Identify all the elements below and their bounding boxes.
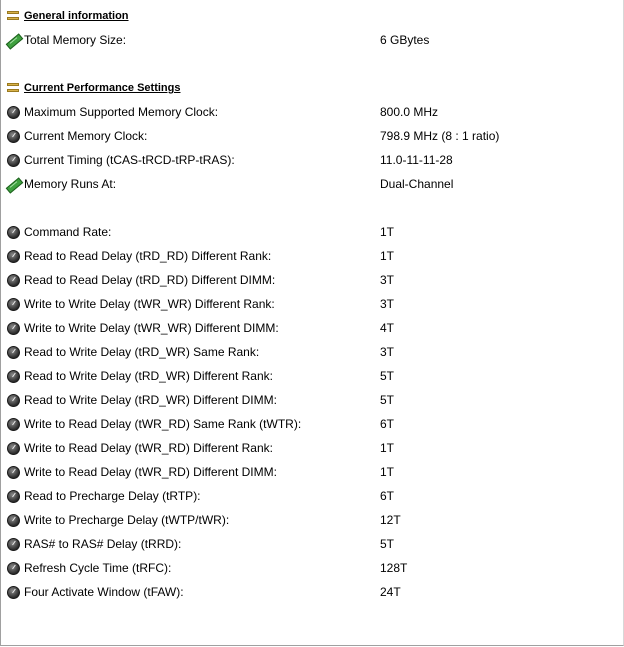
row-value: 6 GBytes	[380, 33, 430, 47]
row-value: 1T	[380, 249, 395, 263]
info-row[interactable]	[6, 268, 616, 292]
row-label: Write to Read Delay (tWR_RD) Same Rank (tWTR):	[24, 417, 302, 431]
info-row[interactable]	[6, 220, 616, 244]
row-label: Total Memory Size:	[24, 33, 127, 47]
section-title: General information	[24, 10, 129, 22]
row-value: 3T	[380, 297, 395, 311]
row-label: Write to Read Delay (tWR_RD) Different DIMM:	[24, 465, 277, 479]
info-row[interactable]	[6, 412, 616, 436]
gauge-icon	[6, 585, 20, 599]
row-label: Refresh Cycle Time (tRFC):	[24, 561, 172, 575]
row-label: Write to Write Delay (tWR_WR) Different DIMM:	[24, 321, 279, 335]
info-row[interactable]	[6, 460, 616, 484]
info-row[interactable]	[6, 244, 616, 268]
gauge-icon	[6, 393, 20, 407]
row-label: Write to Read Delay (tWR_RD) Different Rank:	[24, 441, 273, 455]
row-value: 1T	[380, 225, 395, 239]
row-label: Current Timing (tCAS-tRCD-tRP-tRAS):	[24, 153, 235, 167]
gauge-icon	[6, 345, 20, 359]
info-row[interactable]	[6, 508, 616, 532]
info-row[interactable]	[6, 364, 616, 388]
gauge-icon	[6, 441, 20, 455]
memory-module-icon	[6, 33, 20, 47]
info-row[interactable]	[6, 28, 616, 52]
row-label: Write to Write Delay (tWR_WR) Different Rank:	[24, 297, 275, 311]
row-value: 128T	[380, 561, 408, 575]
gauge-icon	[6, 321, 20, 335]
info-row[interactable]	[6, 316, 616, 340]
gauge-icon	[6, 561, 20, 575]
gauge-icon	[6, 417, 20, 431]
info-row[interactable]	[6, 148, 616, 172]
row-value: 5T	[380, 537, 395, 551]
memory-module-icon	[6, 177, 20, 191]
row-value: 6T	[380, 417, 395, 431]
row-label: Current Memory Clock:	[24, 129, 148, 143]
row-value: 5T	[380, 369, 395, 383]
gauge-icon	[6, 153, 20, 167]
info-row[interactable]	[6, 340, 616, 364]
row-value: 24T	[380, 585, 401, 599]
row-label: Write to Precharge Delay (tWTP/tWR):	[24, 513, 230, 527]
info-row[interactable]	[6, 292, 616, 316]
row-label: Read to Write Delay (tRD_WR) Same Rank:	[24, 345, 260, 359]
row-value: Dual-Channel	[380, 177, 454, 191]
row-value: 4T	[380, 321, 395, 335]
gauge-icon	[6, 489, 20, 503]
row-label: Four Activate Window (tFAW):	[24, 585, 184, 599]
row-value: 798.9 MHz (8 : 1 ratio)	[380, 129, 500, 143]
info-row[interactable]	[6, 484, 616, 508]
row-value: 11.0-11-11-28	[380, 153, 453, 167]
gauge-icon	[6, 537, 20, 551]
gauge-icon	[6, 513, 20, 527]
section-header-performance[interactable]	[6, 76, 616, 100]
section-list-icon	[6, 81, 20, 95]
row-label: Maximum Supported Memory Clock:	[24, 105, 219, 119]
row-value: 5T	[380, 393, 395, 407]
gauge-icon	[6, 465, 20, 479]
row-value: 1T	[380, 441, 395, 455]
info-row[interactable]	[6, 580, 616, 604]
info-row[interactable]	[6, 532, 616, 556]
info-row[interactable]	[6, 124, 616, 148]
info-row[interactable]	[6, 436, 616, 460]
section-header-general[interactable]	[6, 4, 616, 28]
row-label: Read to Precharge Delay (tRTP):	[24, 489, 201, 503]
row-label: Read to Write Delay (tRD_WR) Different Rank:	[24, 369, 273, 383]
row-value: 800.0 MHz	[380, 105, 439, 119]
row-label: Read to Write Delay (tRD_WR) Different DIMM:	[24, 393, 277, 407]
gauge-icon	[6, 297, 20, 311]
row-value: 3T	[380, 273, 395, 287]
section-list-icon	[6, 9, 20, 23]
info-row[interactable]	[6, 556, 616, 580]
info-row[interactable]	[6, 388, 616, 412]
info-row[interactable]	[6, 100, 616, 124]
gauge-icon	[6, 105, 20, 119]
row-value: 12T	[380, 513, 401, 527]
row-label: Command Rate:	[24, 225, 112, 239]
row-value: 1T	[380, 465, 395, 479]
section-title: Current Performance Settings	[24, 82, 181, 94]
gauge-icon	[6, 225, 20, 239]
gauge-icon	[6, 369, 20, 383]
row-label: RAS# to RAS# Delay (tRRD):	[24, 537, 182, 551]
gauge-icon	[6, 129, 20, 143]
gauge-icon	[6, 273, 20, 287]
gauge-icon	[6, 249, 20, 263]
row-label: Read to Read Delay (tRD_RD) Different Rank:	[24, 249, 272, 263]
row-value: 3T	[380, 345, 395, 359]
row-label: Memory Runs At:	[24, 177, 117, 191]
row-value: 6T	[380, 489, 395, 503]
info-row[interactable]	[6, 172, 616, 196]
row-label: Read to Read Delay (tRD_RD) Different DIMM:	[24, 273, 276, 287]
